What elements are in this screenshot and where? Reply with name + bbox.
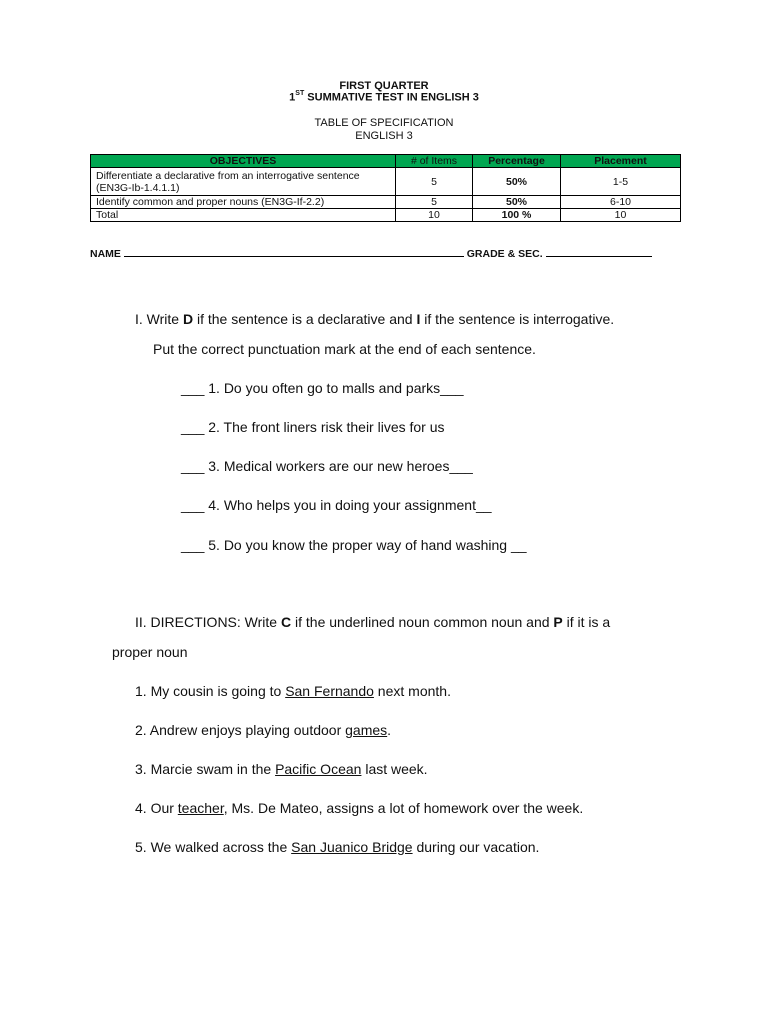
table-row	[91, 196, 681, 209]
item-text: next month.	[373, 683, 451, 699]
underlined-noun: games	[345, 722, 388, 738]
percentage-cell: 100 %	[473, 209, 561, 222]
item-text: 5. We walked across the	[135, 839, 292, 855]
test-title-text: SUMMATIVE TEST IN ENGLISH 3	[307, 91, 479, 104]
list-item: ___ 3. Medical workers are our new heroes___	[181, 458, 473, 474]
grade-blank[interactable]	[546, 255, 652, 257]
subject-title: ENGLISH 3	[355, 130, 413, 142]
items-cell: 5	[396, 168, 473, 196]
tos-title: TABLE OF SPECIFICATION	[314, 117, 454, 129]
underlined-noun: San Juanico Bridge	[291, 839, 413, 855]
objective-cell: Total	[91, 209, 396, 222]
header-objectives: OBJECTIVES	[91, 155, 396, 168]
part1-instruction-2: Put the correct punctuation mark at the end of each sentence.	[153, 341, 536, 357]
part2-intro-c: if it is a	[562, 614, 611, 630]
header-percentage: Percentage	[473, 155, 561, 168]
part2-instruction	[135, 614, 610, 630]
student-info-line	[90, 248, 690, 260]
list-item: ___ 1. Do you often go to malls and parks___	[181, 380, 464, 396]
item-text: 1. My cousin is going to	[135, 683, 286, 699]
letter-p: P	[553, 614, 563, 630]
placement-cell: 1-5	[561, 168, 681, 196]
part2-intro-a: II. DIRECTIONS: Write	[135, 614, 281, 630]
letter-i: I	[416, 311, 421, 327]
list-item	[135, 839, 539, 855]
items-cell: 5	[396, 196, 473, 209]
name-label: NAME	[90, 248, 121, 260]
list-item: ___ 5. Do you know the proper way of hand washing __	[181, 537, 527, 553]
table-total-row	[91, 209, 681, 222]
part1-intro-b: if the sentence is a declarative and	[193, 311, 417, 327]
letter-c: C	[280, 614, 292, 630]
underlined-noun: Pacific Ocean	[275, 761, 362, 777]
item-text: during our vacation.	[412, 839, 540, 855]
list-item	[135, 722, 391, 738]
table-row	[91, 168, 681, 196]
grade-label: GRADE & SEC.	[466, 248, 543, 260]
item-text: , Ms. De Mateo, assigns a lot of homework over the week.	[223, 800, 584, 816]
items-cell: 10	[396, 209, 473, 222]
list-item	[135, 800, 583, 816]
item-text: 3. Marcie swam in the	[135, 761, 276, 777]
letter-d: D	[182, 311, 194, 327]
test-ordinal-suffix: ST	[295, 90, 305, 97]
item-text: .	[387, 722, 392, 738]
list-item: ___ 2. The front liners risk their lives for us	[181, 419, 445, 435]
name-blank[interactable]	[124, 255, 464, 257]
item-text: 2. Andrew enjoys playing outdoor	[135, 722, 346, 738]
list-item: ___ 4. Who helps you in doing your assignment__	[181, 497, 492, 513]
item-text: 4. Our	[135, 800, 178, 816]
test-title	[0, 91, 768, 104]
part2-intro-b: if the underlined noun common noun and	[291, 614, 554, 630]
test-ordinal: 1	[289, 91, 296, 104]
placement-cell: 10	[561, 209, 681, 222]
table-header-row	[91, 155, 681, 168]
part1-instruction	[135, 311, 614, 327]
item-text: last week.	[361, 761, 428, 777]
underlined-noun: teacher	[177, 800, 224, 816]
quarter-heading: FIRST QUARTER	[339, 80, 429, 92]
specification-table	[90, 154, 681, 222]
part1-intro-c: if the sentence is interrogative.	[420, 311, 615, 327]
objective-cell: Identify common and proper nouns (EN3G-If-2.2)	[91, 196, 396, 209]
underlined-noun: San Fernando	[285, 683, 374, 699]
list-item	[135, 761, 428, 777]
placement-cell: 6-10	[561, 196, 681, 209]
part2-instruction-wrap: proper noun	[112, 644, 188, 660]
objective-cell: Differentiate a declarative from an interrogative sentence (EN3G-Ib-1.4.1.1)	[91, 168, 396, 196]
part1-intro-a: I. Write	[135, 311, 183, 327]
header-items: # of Items	[396, 155, 473, 168]
header-placement: Placement	[561, 155, 681, 168]
list-item	[135, 683, 451, 699]
percentage-cell: 50%	[473, 168, 561, 196]
percentage-cell: 50%	[473, 196, 561, 209]
